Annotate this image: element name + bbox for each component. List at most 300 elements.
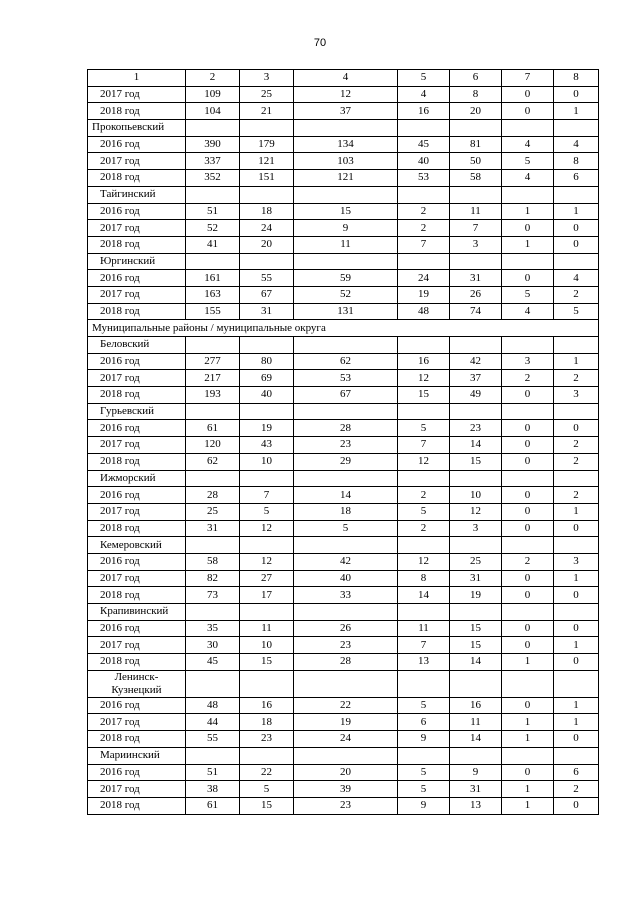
year-label-cell: 2017 год xyxy=(88,153,186,170)
year-label-cell: 2018 год xyxy=(88,797,186,814)
value-cell: 121 xyxy=(240,153,294,170)
value-cell: 1 xyxy=(554,353,599,370)
year-label-cell: 2017 год xyxy=(88,570,186,587)
value-cell: 50 xyxy=(450,153,502,170)
empty-cell xyxy=(294,604,398,621)
empty-cell xyxy=(294,403,398,420)
table-row xyxy=(88,270,599,287)
value-cell: 55 xyxy=(186,731,240,748)
table-row xyxy=(88,797,599,814)
value-cell: 109 xyxy=(186,86,240,103)
empty-cell xyxy=(294,120,398,137)
value-cell: 6 xyxy=(554,764,599,781)
value-cell: 4 xyxy=(554,136,599,153)
empty-cell xyxy=(398,670,450,697)
value-cell: 20 xyxy=(294,764,398,781)
year-label-cell: 2018 год xyxy=(88,236,186,253)
empty-cell xyxy=(398,186,450,203)
value-cell: 31 xyxy=(450,570,502,587)
value-cell: 41 xyxy=(186,236,240,253)
empty-cell xyxy=(502,403,554,420)
value-cell: 11 xyxy=(398,620,450,637)
value-cell: 0 xyxy=(554,236,599,253)
table-row xyxy=(88,103,599,120)
value-cell: 13 xyxy=(450,797,502,814)
empty-cell xyxy=(294,747,398,764)
empty-cell xyxy=(398,403,450,420)
value-cell: 2 xyxy=(398,203,450,220)
year-label-cell: 2016 год xyxy=(88,553,186,570)
empty-cell xyxy=(398,604,450,621)
district-row xyxy=(88,470,599,487)
table-body xyxy=(88,70,599,815)
value-cell: 20 xyxy=(240,236,294,253)
value-cell: 14 xyxy=(398,587,450,604)
district-row xyxy=(88,670,599,697)
value-cell: 5 xyxy=(554,303,599,320)
empty-cell xyxy=(186,604,240,621)
table-row xyxy=(88,731,599,748)
value-cell: 25 xyxy=(450,553,502,570)
value-cell: 7 xyxy=(240,487,294,504)
value-cell: 5 xyxy=(398,420,450,437)
district-name-cell: Юргинский xyxy=(88,253,186,270)
empty-cell xyxy=(554,470,599,487)
value-cell: 69 xyxy=(240,370,294,387)
value-cell: 9 xyxy=(398,797,450,814)
value-cell: 10 xyxy=(240,637,294,654)
value-cell: 40 xyxy=(398,153,450,170)
value-cell: 6 xyxy=(554,170,599,187)
value-cell: 1 xyxy=(502,203,554,220)
year-label-cell: 2018 год xyxy=(88,520,186,537)
value-cell: 42 xyxy=(450,353,502,370)
value-cell: 31 xyxy=(240,303,294,320)
empty-cell xyxy=(502,537,554,554)
value-cell: 0 xyxy=(554,420,599,437)
value-cell: 23 xyxy=(450,420,502,437)
value-cell: 4 xyxy=(502,303,554,320)
value-cell: 5 xyxy=(398,764,450,781)
year-label-cell: 2018 год xyxy=(88,303,186,320)
table-row xyxy=(88,387,599,404)
value-cell: 62 xyxy=(186,453,240,470)
value-cell: 12 xyxy=(294,86,398,103)
district-name-cell: Тайгинский xyxy=(88,186,186,203)
value-cell: 0 xyxy=(502,620,554,637)
value-cell: 193 xyxy=(186,387,240,404)
value-cell: 12 xyxy=(398,453,450,470)
value-cell: 1 xyxy=(554,203,599,220)
empty-cell xyxy=(502,604,554,621)
empty-cell xyxy=(294,670,398,697)
value-cell: 23 xyxy=(240,731,294,748)
empty-cell xyxy=(186,186,240,203)
value-cell: 0 xyxy=(502,86,554,103)
table-row xyxy=(88,303,599,320)
value-cell: 103 xyxy=(294,153,398,170)
value-cell: 2 xyxy=(554,437,599,454)
value-cell: 3 xyxy=(450,520,502,537)
value-cell: 104 xyxy=(186,103,240,120)
value-cell: 2 xyxy=(554,781,599,798)
value-cell: 0 xyxy=(502,420,554,437)
value-cell: 26 xyxy=(294,620,398,637)
year-label-cell: 2017 год xyxy=(88,714,186,731)
value-cell: 37 xyxy=(450,370,502,387)
district-name-cell: Беловский xyxy=(88,337,186,354)
header-cell: 2 xyxy=(186,70,240,87)
empty-cell xyxy=(450,537,502,554)
value-cell: 9 xyxy=(450,764,502,781)
value-cell: 14 xyxy=(450,654,502,671)
value-cell: 12 xyxy=(240,553,294,570)
table-row xyxy=(88,86,599,103)
value-cell: 35 xyxy=(186,620,240,637)
empty-cell xyxy=(502,470,554,487)
district-name-cell: Кемеровский xyxy=(88,537,186,554)
empty-cell xyxy=(398,337,450,354)
empty-cell xyxy=(186,537,240,554)
value-cell: 45 xyxy=(186,654,240,671)
empty-cell xyxy=(554,120,599,137)
value-cell: 3 xyxy=(502,353,554,370)
value-cell: 20 xyxy=(450,103,502,120)
year-label-cell: 2016 год xyxy=(88,620,186,637)
empty-cell xyxy=(450,670,502,697)
value-cell: 15 xyxy=(450,637,502,654)
district-name-cell: Прокопьевский xyxy=(88,120,186,137)
value-cell: 352 xyxy=(186,170,240,187)
value-cell: 1 xyxy=(502,797,554,814)
header-cell: 8 xyxy=(554,70,599,87)
value-cell: 24 xyxy=(398,270,450,287)
value-cell: 15 xyxy=(450,620,502,637)
year-label-cell: 2016 год xyxy=(88,203,186,220)
value-cell: 1 xyxy=(554,697,599,714)
empty-cell xyxy=(294,537,398,554)
value-cell: 27 xyxy=(240,570,294,587)
value-cell: 9 xyxy=(294,220,398,237)
table-row xyxy=(88,503,599,520)
value-cell: 217 xyxy=(186,370,240,387)
value-cell: 1 xyxy=(502,731,554,748)
value-cell: 1 xyxy=(502,714,554,731)
value-cell: 28 xyxy=(294,654,398,671)
value-cell: 7 xyxy=(398,437,450,454)
empty-cell xyxy=(240,186,294,203)
value-cell: 30 xyxy=(186,637,240,654)
value-cell: 0 xyxy=(502,587,554,604)
empty-cell xyxy=(240,537,294,554)
value-cell: 0 xyxy=(554,520,599,537)
value-cell: 151 xyxy=(240,170,294,187)
value-cell: 8 xyxy=(450,86,502,103)
value-cell: 15 xyxy=(450,453,502,470)
empty-cell xyxy=(554,670,599,697)
empty-cell xyxy=(502,670,554,697)
value-cell: 2 xyxy=(554,453,599,470)
empty-cell xyxy=(398,253,450,270)
value-cell: 2 xyxy=(554,487,599,504)
value-cell: 0 xyxy=(502,487,554,504)
value-cell: 155 xyxy=(186,303,240,320)
district-name-cell: Гурьевский xyxy=(88,403,186,420)
district-row xyxy=(88,747,599,764)
value-cell: 39 xyxy=(294,781,398,798)
value-cell: 8 xyxy=(398,570,450,587)
year-label-cell: 2018 год xyxy=(88,170,186,187)
value-cell: 24 xyxy=(294,731,398,748)
value-cell: 1 xyxy=(502,654,554,671)
value-cell: 40 xyxy=(240,387,294,404)
value-cell: 53 xyxy=(398,170,450,187)
header-row xyxy=(88,70,599,87)
value-cell: 1 xyxy=(502,236,554,253)
empty-cell xyxy=(186,253,240,270)
year-label-cell: 2016 год xyxy=(88,353,186,370)
table-row xyxy=(88,136,599,153)
value-cell: 52 xyxy=(186,220,240,237)
value-cell: 0 xyxy=(502,103,554,120)
value-cell: 19 xyxy=(240,420,294,437)
value-cell: 7 xyxy=(450,220,502,237)
table-row xyxy=(88,570,599,587)
empty-cell xyxy=(240,337,294,354)
value-cell: 44 xyxy=(186,714,240,731)
empty-cell xyxy=(240,670,294,697)
table-row xyxy=(88,203,599,220)
value-cell: 22 xyxy=(240,764,294,781)
value-cell: 0 xyxy=(554,731,599,748)
value-cell: 31 xyxy=(186,520,240,537)
value-cell: 7 xyxy=(398,236,450,253)
value-cell: 0 xyxy=(502,270,554,287)
value-cell: 15 xyxy=(240,654,294,671)
table-row xyxy=(88,453,599,470)
value-cell: 33 xyxy=(294,587,398,604)
empty-cell xyxy=(554,604,599,621)
value-cell: 61 xyxy=(186,420,240,437)
value-cell: 40 xyxy=(294,570,398,587)
district-name-cell: Ленинск-Кузнецкий xyxy=(88,670,186,697)
value-cell: 14 xyxy=(450,731,502,748)
value-cell: 0 xyxy=(502,764,554,781)
value-cell: 2 xyxy=(398,520,450,537)
value-cell: 0 xyxy=(502,453,554,470)
value-cell: 0 xyxy=(554,86,599,103)
value-cell: 161 xyxy=(186,270,240,287)
value-cell: 24 xyxy=(240,220,294,237)
district-name-cell: Ижморский xyxy=(88,470,186,487)
district-row xyxy=(88,186,599,203)
value-cell: 2 xyxy=(398,487,450,504)
table-row xyxy=(88,353,599,370)
empty-cell xyxy=(294,253,398,270)
value-cell: 18 xyxy=(294,503,398,520)
value-cell: 19 xyxy=(450,587,502,604)
year-label-cell: 2018 год xyxy=(88,387,186,404)
empty-cell xyxy=(398,120,450,137)
empty-cell xyxy=(186,470,240,487)
year-label-cell: 2016 год xyxy=(88,270,186,287)
table-row xyxy=(88,236,599,253)
empty-cell xyxy=(294,337,398,354)
year-label-cell: 2016 год xyxy=(88,764,186,781)
value-cell: 4 xyxy=(554,270,599,287)
year-label-cell: 2018 год xyxy=(88,731,186,748)
value-cell: 25 xyxy=(186,503,240,520)
value-cell: 1 xyxy=(554,503,599,520)
value-cell: 134 xyxy=(294,136,398,153)
value-cell: 0 xyxy=(502,697,554,714)
table-row xyxy=(88,487,599,504)
value-cell: 0 xyxy=(502,220,554,237)
value-cell: 0 xyxy=(502,437,554,454)
value-cell: 42 xyxy=(294,553,398,570)
value-cell: 61 xyxy=(186,797,240,814)
district-row xyxy=(88,604,599,621)
year-label-cell: 2017 год xyxy=(88,86,186,103)
value-cell: 37 xyxy=(294,103,398,120)
district-row xyxy=(88,337,599,354)
empty-cell xyxy=(398,747,450,764)
year-label-cell: 2018 год xyxy=(88,654,186,671)
header-cell: 4 xyxy=(294,70,398,87)
table-row xyxy=(88,637,599,654)
district-row xyxy=(88,120,599,137)
empty-cell xyxy=(502,253,554,270)
value-cell: 19 xyxy=(398,286,450,303)
value-cell: 16 xyxy=(240,697,294,714)
year-label-cell: 2017 год xyxy=(88,370,186,387)
empty-cell xyxy=(186,403,240,420)
empty-cell xyxy=(450,186,502,203)
value-cell: 15 xyxy=(240,797,294,814)
value-cell: 2 xyxy=(554,370,599,387)
empty-cell xyxy=(240,403,294,420)
value-cell: 3 xyxy=(450,236,502,253)
value-cell: 6 xyxy=(398,714,450,731)
empty-cell xyxy=(240,747,294,764)
value-cell: 29 xyxy=(294,453,398,470)
value-cell: 13 xyxy=(398,654,450,671)
empty-cell xyxy=(450,337,502,354)
value-cell: 31 xyxy=(450,781,502,798)
header-cell: 7 xyxy=(502,70,554,87)
value-cell: 5 xyxy=(502,286,554,303)
value-cell: 9 xyxy=(398,731,450,748)
district-name-cell: Крапивинский xyxy=(88,604,186,621)
empty-cell xyxy=(554,186,599,203)
value-cell: 10 xyxy=(240,453,294,470)
value-cell: 3 xyxy=(554,387,599,404)
value-cell: 4 xyxy=(398,86,450,103)
value-cell: 11 xyxy=(450,203,502,220)
value-cell: 0 xyxy=(554,797,599,814)
table-row xyxy=(88,781,599,798)
value-cell: 8 xyxy=(554,153,599,170)
header-cell: 6 xyxy=(450,70,502,87)
year-label-cell: 2016 год xyxy=(88,136,186,153)
empty-cell xyxy=(450,120,502,137)
value-cell: 82 xyxy=(186,570,240,587)
value-cell: 22 xyxy=(294,697,398,714)
value-cell: 45 xyxy=(398,136,450,153)
section-header-cell: Муниципальные районы / муниципальные округа xyxy=(88,320,599,337)
value-cell: 131 xyxy=(294,303,398,320)
value-cell: 58 xyxy=(450,170,502,187)
empty-cell xyxy=(450,253,502,270)
value-cell: 12 xyxy=(398,370,450,387)
year-label-cell: 2016 год xyxy=(88,420,186,437)
value-cell: 48 xyxy=(186,697,240,714)
empty-cell xyxy=(554,747,599,764)
table-row xyxy=(88,620,599,637)
table-row xyxy=(88,587,599,604)
table-row xyxy=(88,520,599,537)
value-cell: 28 xyxy=(186,487,240,504)
empty-cell xyxy=(502,120,554,137)
district-row xyxy=(88,253,599,270)
district-row xyxy=(88,403,599,420)
value-cell: 25 xyxy=(240,86,294,103)
value-cell: 337 xyxy=(186,153,240,170)
value-cell: 15 xyxy=(294,203,398,220)
year-label-cell: 2016 год xyxy=(88,697,186,714)
value-cell: 5 xyxy=(240,781,294,798)
year-label-cell: 2017 год xyxy=(88,503,186,520)
value-cell: 0 xyxy=(502,520,554,537)
table-row xyxy=(88,153,599,170)
empty-cell xyxy=(502,337,554,354)
empty-cell xyxy=(398,537,450,554)
value-cell: 0 xyxy=(502,570,554,587)
value-cell: 5 xyxy=(398,503,450,520)
value-cell: 5 xyxy=(398,781,450,798)
value-cell: 31 xyxy=(450,270,502,287)
value-cell: 26 xyxy=(450,286,502,303)
table-row xyxy=(88,654,599,671)
header-cell: 1 xyxy=(88,70,186,87)
empty-cell xyxy=(186,670,240,697)
value-cell: 0 xyxy=(554,220,599,237)
value-cell: 277 xyxy=(186,353,240,370)
value-cell: 51 xyxy=(186,203,240,220)
value-cell: 16 xyxy=(398,353,450,370)
value-cell: 7 xyxy=(398,637,450,654)
value-cell: 5 xyxy=(398,697,450,714)
value-cell: 23 xyxy=(294,437,398,454)
year-label-cell: 2018 год xyxy=(88,103,186,120)
empty-cell xyxy=(554,537,599,554)
value-cell: 51 xyxy=(186,764,240,781)
value-cell: 12 xyxy=(450,503,502,520)
year-label-cell: 2017 год xyxy=(88,437,186,454)
empty-cell xyxy=(554,253,599,270)
value-cell: 390 xyxy=(186,136,240,153)
district-name-cell: Мариинский xyxy=(88,747,186,764)
value-cell: 81 xyxy=(450,136,502,153)
empty-cell xyxy=(240,120,294,137)
value-cell: 62 xyxy=(294,353,398,370)
empty-cell xyxy=(554,403,599,420)
value-cell: 0 xyxy=(502,503,554,520)
year-label-cell: 2018 год xyxy=(88,453,186,470)
empty-cell xyxy=(186,747,240,764)
value-cell: 67 xyxy=(294,387,398,404)
value-cell: 80 xyxy=(240,353,294,370)
